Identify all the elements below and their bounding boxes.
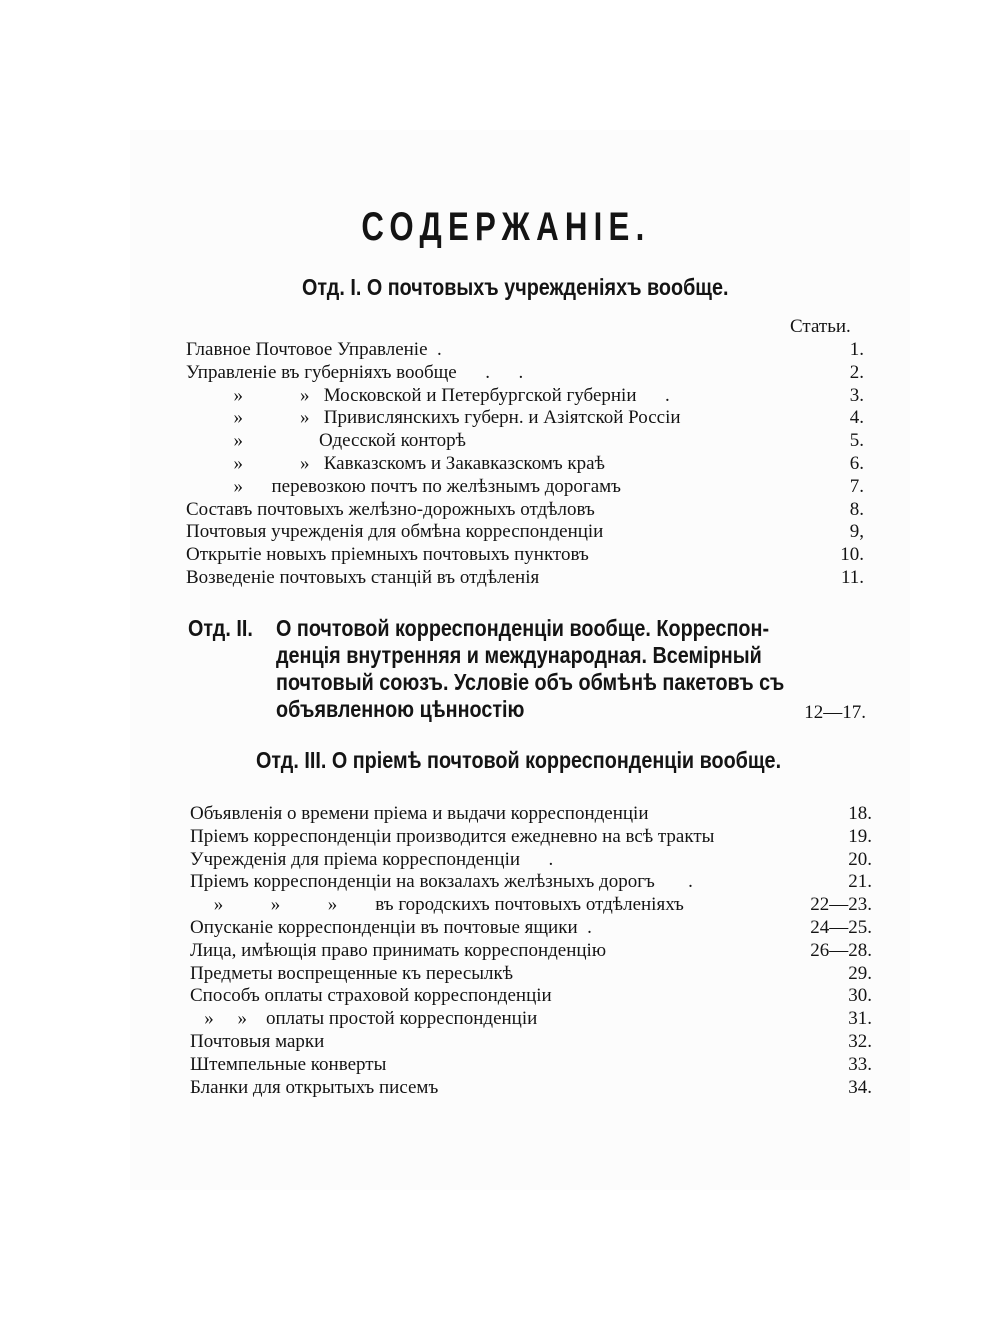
toc-entry-article: 6. [849,452,864,474]
toc-entry [190,985,872,1008]
toc-entry [186,567,864,590]
toc-entry-article: 31. [848,1008,872,1030]
toc-entry [190,940,872,963]
toc-entry [190,1031,872,1054]
toc-entry-article: 5. [849,430,864,452]
toc-entry-text: » » оплаты простой корреспонденціи [190,1008,538,1030]
toc-entry [186,453,864,476]
toc-entry [190,871,872,894]
section-2-heading-line: объявленною цѣнностію [276,696,525,722]
toc-entry [186,544,864,567]
toc-entry [186,521,864,544]
toc-entry-article: 2. [849,361,864,383]
toc-entry-text: » Одесской конторѣ [186,430,466,452]
toc-entry [186,499,864,522]
toc-entry-article: 19. [848,825,872,847]
toc-entry-article: 11. [840,566,864,588]
toc-entry-text: » » Кавказскомъ и Закавказскомъ краѣ [186,452,605,474]
toc-entry-text: Пріемъ корреспонденціи на вокзалахъ желѣзныхъ дорогъ . [190,871,693,893]
toc-entry-article: 22—23. [810,894,872,916]
section-3-contents [190,803,872,1099]
toc-entry [186,362,864,385]
toc-entry-text: Главное Почтовое Управленіе . [186,339,442,360]
section-2-heading-line: денція внутренняя и международная. Всемірный [276,642,762,668]
section-1-contents [186,339,864,590]
toc-entry-article: 30. [848,985,872,1007]
toc-entry-article: 7. [849,475,864,497]
toc-entry-text: Опусканіе корреспонденціи въ почтовые ящики . [190,916,592,938]
toc-entry-article: 29. [848,962,872,984]
section-1-heading: Отд. I. О почтовыхъ учрежденіяхъ вообще. [302,274,729,300]
toc-entry [190,1077,872,1100]
toc-entry-text: Пріемъ корреспонденціи производится ежедневно на всѣ тракты [190,825,715,847]
section-2-articles: 12—17. [804,702,866,723]
section-3-heading: Отд. III. О пріемѣ почтовой корреспонденціи вообще. [256,747,782,773]
toc-entry-text: Лица, имѣющія право принимать корреспонденцію [190,939,607,961]
toc-entry [190,826,872,849]
toc-entry [186,407,864,430]
toc-entry-article: 10. [840,544,864,566]
toc-entry-text: Способъ оплаты страховой корреспонденціи [190,985,552,1007]
toc-entry-text: Учрежденія для пріема корреспонденціи . [190,848,554,870]
toc-entry-article: 1. [849,339,864,360]
toc-entry-article: 32. [848,1030,872,1052]
toc-entry-text: » » Московской и Петербургской губерніи . [186,384,670,406]
page-title: СОДЕРЖАНІЕ. [361,205,651,249]
toc-entry-text: Почтовыя учрежденія для обмѣна корреспонденціи [186,521,604,543]
toc-entry-article: 33. [848,1053,872,1075]
toc-entry [190,803,872,826]
toc-entry [190,1008,872,1031]
toc-entry-article: 26—28. [810,939,872,961]
toc-entry [186,430,864,453]
toc-entry-article: 3. [849,384,864,406]
section-2-label: Отд. II. [188,615,253,641]
toc-entry-text: Возведеніе почтовыхъ станцій въ отдѣленія [186,566,540,588]
toc-entry-text: » » » въ городскихъ почтовыхъ отдѣленіяхъ [190,894,684,916]
toc-entry-article: 8. [849,498,864,520]
toc-entry [190,963,872,986]
toc-entry-text: » перевозкою почтъ по желѣзнымъ дорогамъ [186,475,622,497]
toc-entry-article: 9, [849,521,864,543]
section-2-heading-line: О почтовой корреспонденціи вообще. Корреспон- [276,615,770,641]
toc-entry-article: 18. [848,803,872,824]
toc-entry [190,1054,872,1077]
toc-entry-text: Штемпельные конверты [190,1053,387,1075]
toc-entry-text: Бланки для открытыхъ писемъ [190,1076,439,1098]
toc-entry-text: Управленіе въ губерніяхъ вообще . . [186,361,524,383]
toc-entry-article: 21. [848,871,872,893]
toc-entry [186,339,864,362]
toc-entry-text: Объявленія о времени пріема и выдачи корреспонденціи [190,803,649,824]
toc-entry-article: 24—25. [810,916,872,938]
toc-entry [190,894,872,917]
toc-entry-article: 20. [848,848,872,870]
section-2-heading-line: почтовый союзъ. Условіе объ обмѣнѣ пакетовъ съ [276,669,785,695]
articles-column-header: Статьи. [790,316,851,337]
toc-entry-text: » » Привислянскихъ губерн. и Азіятской Россіи [186,407,681,429]
toc-entry-text: Открытіе новыхъ пріемныхъ почтовыхъ пунктовъ [186,544,589,566]
toc-entry-article: 34. [848,1076,872,1098]
toc-entry [186,476,864,499]
toc-entry-text: Составъ почтовыхъ желѣзно-дорожныхъ отдѣловъ [186,498,595,520]
toc-entry-text: Почтовыя марки [190,1030,325,1052]
toc-entry [186,385,864,408]
toc-entry-text: Предметы воспрещенные къ пересылкѣ [190,962,514,984]
toc-entry-article: 4. [849,407,864,429]
toc-entry [190,917,872,940]
toc-entry [190,849,872,872]
